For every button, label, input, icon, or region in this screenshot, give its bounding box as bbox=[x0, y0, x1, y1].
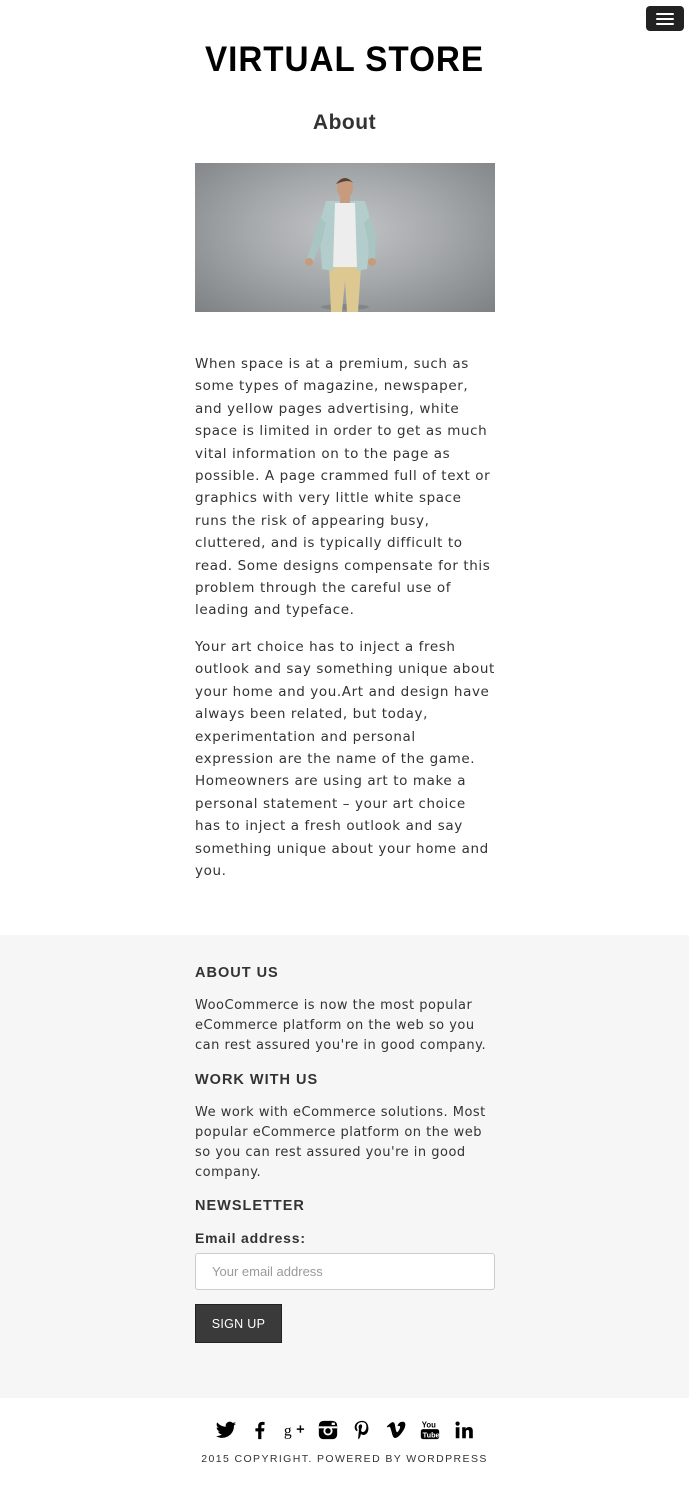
twitter-icon[interactable] bbox=[215, 1416, 237, 1444]
work-with-us-title: WORK WITH US bbox=[195, 1072, 319, 1088]
copyright-text: 2015 COPYRIGHT. POWERED BY WORDPRESS bbox=[201, 1453, 488, 1465]
hero-image bbox=[195, 163, 495, 312]
site-title[interactable]: VIRTUAL STORE bbox=[204, 40, 485, 79]
svg-text:g: g bbox=[283, 1422, 292, 1440]
about-us-title: ABOUT US bbox=[195, 965, 279, 981]
newsletter-title: NEWSLETTER bbox=[195, 1198, 305, 1214]
vimeo-icon[interactable] bbox=[385, 1416, 407, 1444]
linkedin-icon[interactable] bbox=[453, 1416, 475, 1444]
instagram-icon[interactable] bbox=[317, 1416, 339, 1444]
youtube-icon[interactable] bbox=[419, 1416, 441, 1444]
svg-text:Tube: Tube bbox=[422, 1430, 440, 1440]
email-input[interactable] bbox=[195, 1253, 495, 1290]
facebook-icon[interactable] bbox=[249, 1416, 271, 1444]
page-content bbox=[195, 353, 495, 882]
work-with-us-text: We work with eCommerce solutions. Most popular eCommerce platform on the web so you can rest assured you're in good company. bbox=[195, 1105, 486, 1180]
pinterest-icon[interactable] bbox=[351, 1416, 373, 1444]
menu-toggle-button[interactable] bbox=[646, 6, 684, 31]
about-us-text: WooCommerce is now the most popular eCommerce platform on the web so you can rest assured you're in good company. bbox=[195, 998, 487, 1053]
sign-up-button[interactable]: SIGN UP bbox=[195, 1304, 282, 1343]
hamburger-menu-icon bbox=[656, 13, 674, 15]
content-paragraph: Your art choice has to inject a fresh outlook and say something unique about your home and you.Art and design have always been related, but today, experimentation and personal expression are the name of the game. Homeowners are using art to make a personal statement – your art choice has to inject a fresh outlook and say something unique about your home and you. bbox=[195, 638, 495, 879]
footer-widgets bbox=[0, 935, 689, 1398]
google-plus-icon[interactable] bbox=[283, 1416, 305, 1444]
page-title: About bbox=[312, 111, 377, 134]
email-label: Email address: bbox=[195, 1230, 306, 1246]
content-paragraph: When space is at a premium, such as some types of magazine, newspaper, and yellow pages advertising, white space is limited in order to get as much vital information on to the page as possible. A page crammed full of text or graphics with very little white space runs the risk of appearing busy, cluttered, and is typically difficult to read. Some designs compensate for this problem through the careful use of leading and typeface. bbox=[195, 356, 491, 619]
hamburger-menu-icon-bar bbox=[656, 18, 674, 20]
svg-text:You: You bbox=[421, 1420, 436, 1430]
hamburger-menu-icon-bar bbox=[656, 23, 674, 25]
social-links bbox=[0, 1416, 689, 1444]
hero-photo-figure bbox=[195, 163, 495, 312]
